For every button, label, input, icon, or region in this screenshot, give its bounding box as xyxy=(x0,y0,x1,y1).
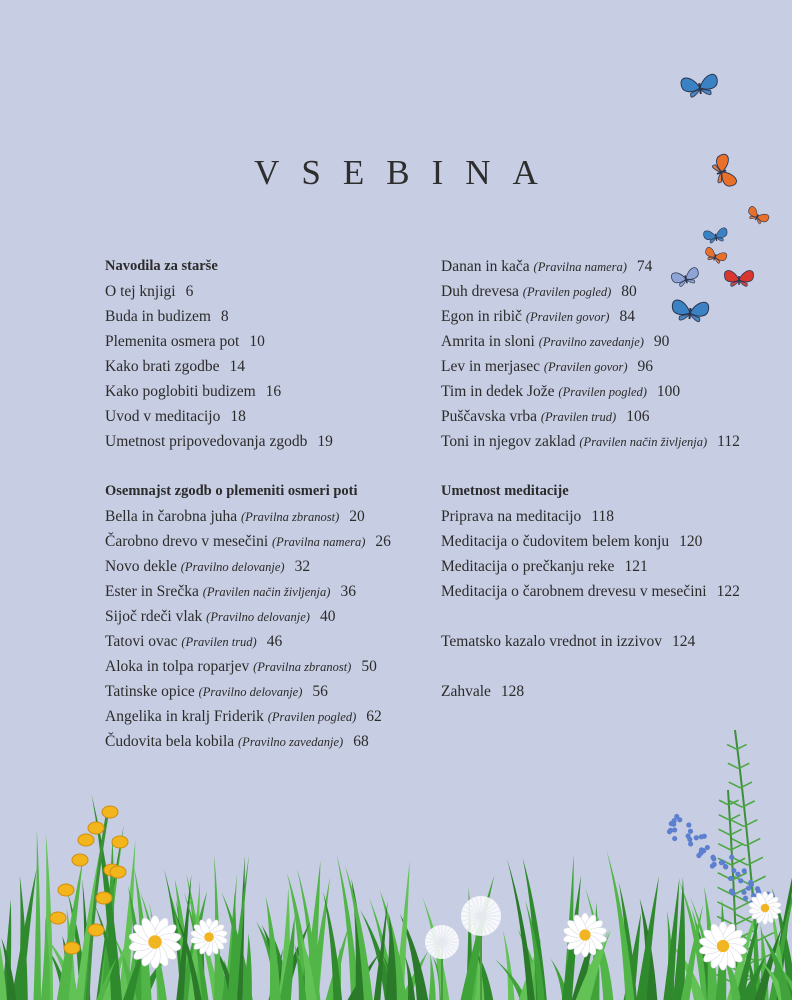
toc-entry xyxy=(105,504,391,529)
toc-list xyxy=(441,679,740,704)
toc-entry xyxy=(105,279,391,304)
entry-page-number: 122 xyxy=(716,583,740,600)
toc-list xyxy=(441,504,740,604)
section-heading: Umetnost meditacije xyxy=(441,483,569,499)
toc-entry xyxy=(105,629,391,654)
entry-title: Danan in kača xyxy=(441,258,530,275)
entry-title: Kako brati zgodbe xyxy=(105,358,220,375)
entry-page-number: 20 xyxy=(349,508,365,525)
entry-subtitle: (Pravilen govor) xyxy=(543,360,628,374)
entry-title: O tej knjigi xyxy=(105,283,176,300)
entry-page-number: 124 xyxy=(672,633,696,650)
toc-entry xyxy=(441,579,740,604)
entry-subtitle: (Pravilna zbranost) xyxy=(241,510,340,524)
entry-subtitle: (Pravilen pogled) xyxy=(558,385,647,399)
entry-title: Tatinske opice xyxy=(105,683,195,700)
entry-page-number: 68 xyxy=(353,733,369,750)
entry-subtitle: (Pravilen način življenja) xyxy=(202,585,331,599)
entry-title: Meditacija o čudovitem belem konju xyxy=(441,533,670,550)
entry-subtitle: (Pravilna zbranost) xyxy=(253,660,352,674)
butterfly-icon xyxy=(680,74,719,99)
toc-entry xyxy=(441,554,740,579)
toc-entry xyxy=(441,529,740,554)
entry-page-number: 16 xyxy=(265,383,282,400)
toc-entry xyxy=(441,679,740,704)
entry-page-number: 128 xyxy=(500,683,525,700)
toc-entry xyxy=(105,304,391,329)
toc-entry xyxy=(441,304,740,329)
grass-blade-icon xyxy=(227,892,236,1000)
toc-entry xyxy=(441,629,740,654)
entry-title: Čudovita bela kobila xyxy=(105,733,235,750)
toc-right-column xyxy=(441,254,740,704)
entry-subtitle: (Pravilen govor) xyxy=(525,310,610,324)
entry-title: Toni in njegov zaklad xyxy=(441,433,576,450)
toc-entry xyxy=(105,529,391,554)
toc-entry xyxy=(441,504,740,529)
entry-page-number: 19 xyxy=(317,433,333,450)
entry-page-number: 106 xyxy=(626,408,650,425)
entry-title: Tematsko kazalo vrednot in izzivov xyxy=(441,633,663,650)
toc-entry xyxy=(441,379,740,404)
entry-page-number: 74 xyxy=(636,258,653,275)
toc-entry xyxy=(441,329,740,354)
entry-page-number: 56 xyxy=(312,683,328,700)
entry-title: Lev in merjasec xyxy=(441,358,540,375)
entry-title: Tim in dedek Jože xyxy=(441,383,555,400)
toc-entry xyxy=(441,404,740,429)
entry-page-number: 46 xyxy=(266,633,283,650)
toc-entry xyxy=(105,379,391,404)
butterfly-icon xyxy=(745,205,770,226)
entry-page-number: 36 xyxy=(340,583,356,600)
toc-entry xyxy=(105,654,391,679)
entry-page-number: 84 xyxy=(619,308,635,325)
entry-title: Angelika in kralj Friderik xyxy=(105,708,264,725)
entry-page-number: 100 xyxy=(656,383,681,400)
entry-page-number: 18 xyxy=(230,408,246,425)
toc-list xyxy=(105,504,391,754)
entry-subtitle: (Pravilno zavedanje) xyxy=(238,735,344,749)
entry-page-number: 6 xyxy=(185,283,194,300)
entry-subtitle: (Pravilen trud) xyxy=(540,410,617,424)
entry-page-number: 118 xyxy=(591,508,614,525)
entry-subtitle: (Pravilen pogled) xyxy=(522,285,612,299)
entry-title: Bella in čarobna juha xyxy=(105,508,238,525)
entry-title: Umetnost pripovedovanja zgodb xyxy=(105,433,308,450)
entry-page-number: 40 xyxy=(319,608,336,625)
entry-page-number: 90 xyxy=(653,333,670,350)
toc-list xyxy=(441,629,740,654)
entry-title: Plemenita osmera pot xyxy=(105,333,240,350)
entry-subtitle: (Pravilen pogled) xyxy=(267,710,357,724)
grass-blade-icon xyxy=(607,851,635,1000)
toc-entry xyxy=(105,729,391,754)
toc-entry xyxy=(105,354,391,379)
page-title: VSEBINA xyxy=(254,153,560,192)
entry-title: Čarobno drevo v mesečini xyxy=(105,533,269,550)
entry-title: Sijoč rdeči vlak xyxy=(105,608,203,625)
toc-entry xyxy=(441,254,740,279)
entry-title: Meditacija o čarobnem drevesu v mesečini xyxy=(441,583,707,600)
toc-entry xyxy=(441,429,740,454)
section-heading: Navodila za starše xyxy=(105,258,218,274)
entry-subtitle: (Pravilno zavedanje) xyxy=(538,335,644,349)
toc-entry xyxy=(441,354,740,379)
entry-subtitle: (Pravilno delovanje) xyxy=(180,560,285,574)
entry-page-number: 112 xyxy=(717,433,740,450)
grass-blade-icon xyxy=(33,830,40,1000)
entry-title: Duh drevesa xyxy=(441,283,519,300)
entry-subtitle: (Pravilna namera) xyxy=(533,260,627,274)
entry-title: Meditacija o prečkanju reke xyxy=(441,558,615,575)
entry-subtitle: (Pravilno delovanje) xyxy=(198,685,303,699)
toc-entry xyxy=(105,704,391,729)
entry-page-number: 32 xyxy=(294,558,311,575)
entry-title: Amrita in sloni xyxy=(441,333,535,350)
entry-page-number: 121 xyxy=(624,558,648,575)
toc-entry xyxy=(105,679,391,704)
toc-entry xyxy=(105,554,391,579)
entry-title: Tatovi ovac xyxy=(105,633,178,650)
entry-page-number: 80 xyxy=(621,283,637,300)
entry-subtitle: (Pravilna namera) xyxy=(272,535,366,549)
toc-entry xyxy=(441,279,740,304)
entry-title: Ester in Srečka xyxy=(105,583,199,600)
grass-blade-icon xyxy=(503,931,515,1000)
section-heading: Osemnajst zgodb o plemeniti osmeri poti xyxy=(105,483,358,499)
entry-subtitle: (Pravilno delovanje) xyxy=(206,610,310,624)
toc-entry xyxy=(105,604,391,629)
entry-page-number: 26 xyxy=(375,533,391,550)
entry-title: Uvod v meditacijo xyxy=(105,408,221,425)
entry-title: Kako poglobiti budizem xyxy=(105,383,256,400)
toc-left-column xyxy=(105,254,391,754)
entry-page-number: 96 xyxy=(637,358,654,375)
entry-title: Puščavska vrba xyxy=(441,408,537,425)
entry-page-number: 10 xyxy=(249,333,265,350)
entry-page-number: 14 xyxy=(229,358,245,375)
entry-title: Buda in budizem xyxy=(105,308,211,325)
butterfly-icon xyxy=(703,227,729,244)
toc-list xyxy=(105,279,391,454)
entry-title: Egon in ribič xyxy=(441,308,522,325)
entry-title: Priprava na meditacijo xyxy=(441,508,582,525)
toc-entry xyxy=(105,404,391,429)
entry-page-number: 8 xyxy=(220,308,229,325)
entry-page-number: 62 xyxy=(366,708,382,725)
toc-entry xyxy=(105,579,391,604)
entry-title: Zahvale xyxy=(441,683,491,700)
entry-subtitle: (Pravilen način življenja) xyxy=(579,435,708,449)
meadow xyxy=(0,730,792,1000)
entry-title: Aloka in tolpa roparjev xyxy=(105,658,250,675)
entry-title: Novo dekle xyxy=(105,558,177,575)
toc-list xyxy=(441,254,740,454)
entry-page-number: 50 xyxy=(361,658,377,675)
entry-page-number: 120 xyxy=(679,533,703,550)
toc-entry xyxy=(105,329,391,354)
entry-subtitle: (Pravilen trud) xyxy=(181,635,257,649)
toc-entry xyxy=(105,429,391,454)
